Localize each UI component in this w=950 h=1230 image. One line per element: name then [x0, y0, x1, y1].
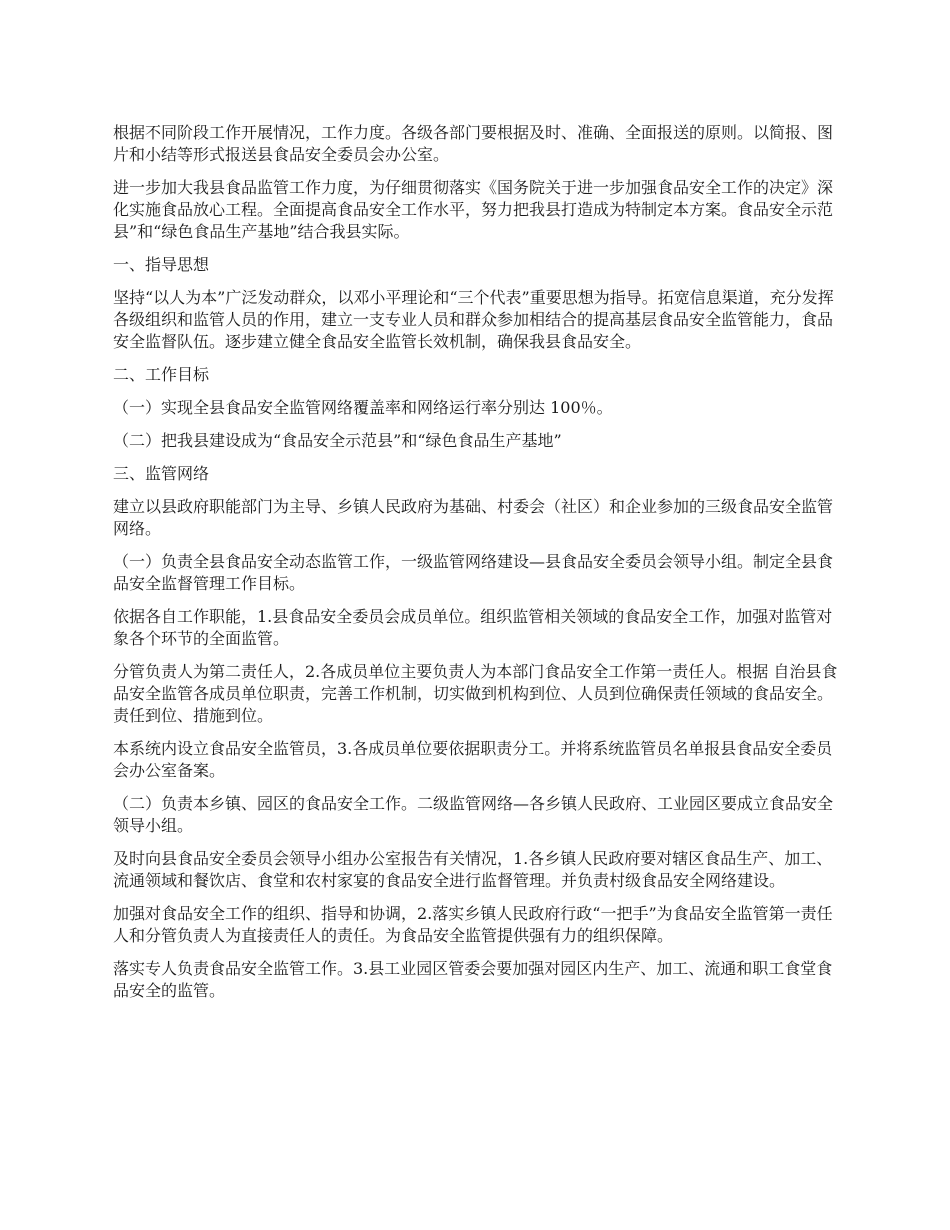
paragraph-supervisors: 本系统内设立食品安全监管员，3.各成员单位要依据职责分工。并将系统监管员名单报县食品安全委员会办公室备案。 — [113, 739, 833, 780]
paragraph-township-duties: 及时向县食品安全委员会领导小组办公室报告有关情况，1.各乡镇人民政府要对辖区食品生产、加工、流通领域和餐饮店、食堂和农村家宴的食品安全进行监督管理。并负责村级食品安全网络建设。 — [113, 849, 833, 890]
paragraph-goal-2: （二）把我县建设成为“食品安全示范县”和“绿色食品生产基地” — [113, 431, 562, 450]
paragraph-reporting-principle: 根据不同阶段工作开展情况，工作力度。各级各部门要根据及时、准确、全面报送的原则。以简报、图片和小结等形式报送县食品安全委员会办公室。 — [113, 123, 834, 164]
paragraph-three-level-network: 建立以县政府职能部门为主导、乡镇人民政府为基础、村委会（社区）和企业参加的三级食品安全监管网络。 — [113, 497, 834, 538]
paragraph-introduction: 进一步加大我县食品监管工作力度，为仔细贯彻落实《国务院关于进一步加强食品安全工作的决定》深化实施食品放心工程。全面提高食品安全工作水平，努力把我县打造成为特制定本方案。食品安全示范县”和“绿色食品生产基地”结合我县实际。 — [113, 178, 834, 241]
paragraph-industrial-park: 落实专人负责食品安全监管工作。3.县工业园区管委会要加强对园区内生产、加工、流通和职工食堂食品安全的监管。 — [113, 959, 833, 1000]
paragraph-responsible-persons: 分管负责人为第二责任人，2.各成员单位主要负责人为本部门食品安全工作第一责任人。根据 自治县食品安全监管各成员单位职责，完善工作机制，切实做到机构到位、人员到位确保责任领域的食品安全。责任到位、措施到位。 — [113, 662, 838, 725]
paragraph-township-leadership: 加强对食品安全工作的组织、指导和协调，2.落实乡镇人民政府行政“一把手”为食品安全监管第一责任人和分管负责人为直接责任人的责任。为食品安全监管提供强有力的组织保障。 — [113, 904, 833, 945]
paragraph-guiding-ideology: 坚持“以人为本”广泛发动群众，以邓小平理论和“三个代表”重要思想为指导。拓宽信息渠道，充分发挥各级组织和监管人员的作用，建立一支专业人员和群众参加相结合的提高基层食品安全监管能力，食品安全监督队伍。逐步建立健全食品安全监管长效机制，确保我县食品安全。 — [113, 288, 834, 351]
paragraph-member-units: 依据各自工作职能，1.县食品安全委员会成员单位。组织监管相关领域的食品安全工作，加强对监管对象各个环节的全面监管。 — [113, 607, 833, 648]
heading-supervision-network: 三、监管网络 — [113, 464, 210, 483]
heading-work-goals: 二、工作目标 — [113, 365, 210, 384]
document-page — [113, 122, 843, 1013]
paragraph-level-two-network: （二）负责本乡镇、园区的食品安全工作。二级监管网络—各乡镇人民政府、工业园区要成立食品安全领导小组。 — [113, 794, 834, 835]
paragraph-level-one-network: （一）负责全县食品安全动态监管工作，一级监管网络建设—县食品安全委员会领导小组。制定全县食品安全监督管理工作目标。 — [113, 552, 834, 593]
paragraph-goal-1: （一）实现全县食品安全监管网络覆盖率和网络运行率分别达 100％。 — [113, 398, 613, 417]
heading-guiding-ideology: 一、指导思想 — [113, 255, 210, 274]
